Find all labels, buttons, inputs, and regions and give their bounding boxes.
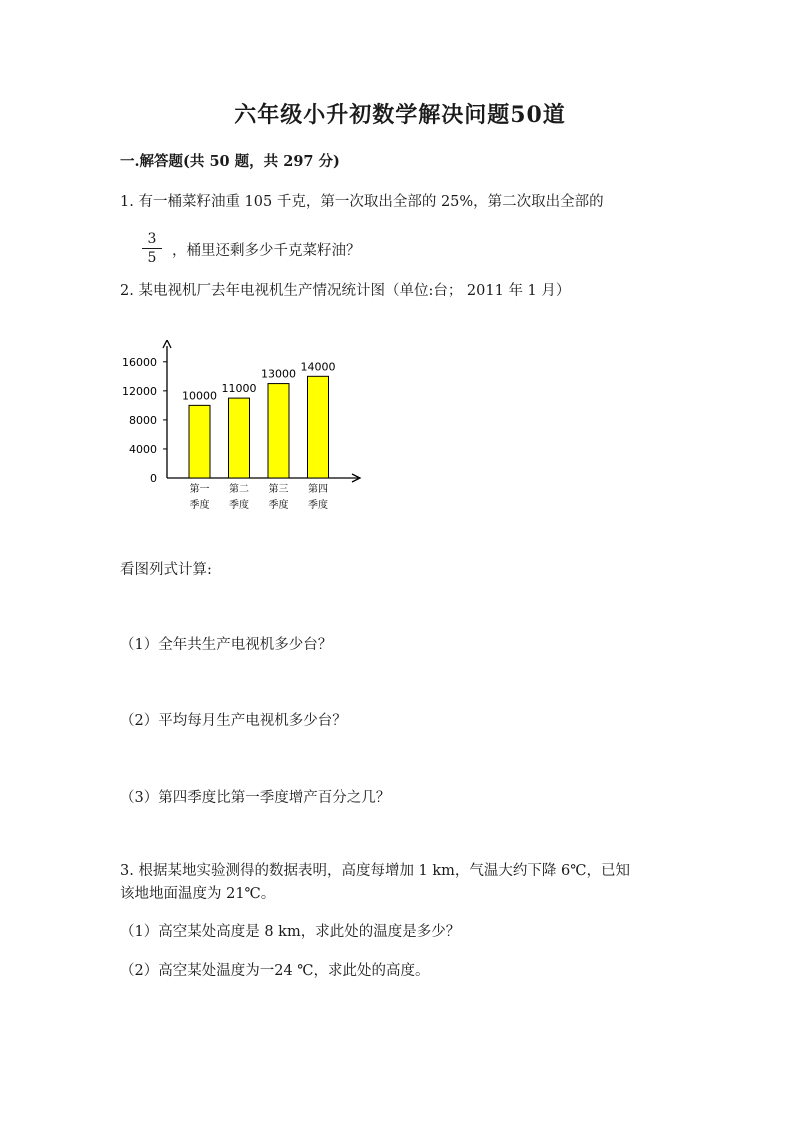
question-2-sub-3: （3）第四季度比第一季度增产百分之几？ bbox=[120, 790, 391, 806]
category-label-line-1: 第四 bbox=[308, 484, 328, 495]
question-1-continuation: ，桶里还剩多少千克菜籽油？ bbox=[172, 243, 361, 259]
y-tick-label: 12000 bbox=[122, 384, 157, 398]
fraction-numerator: 3 bbox=[147, 231, 157, 247]
bar bbox=[229, 398, 250, 478]
category-label-line-1: 第三 bbox=[268, 484, 289, 495]
bar bbox=[189, 405, 210, 478]
section-header: 一.解答题(共 50 题，共 297 分) bbox=[120, 153, 340, 170]
fraction-bar bbox=[142, 248, 162, 249]
category-label-line-2: 季度 bbox=[189, 500, 210, 511]
y-tick-label: 0 bbox=[150, 472, 157, 485]
bar-chart-svg bbox=[110, 340, 370, 520]
category-label-line-1: 第二 bbox=[229, 484, 249, 495]
question-2-sub-2: （2）平均每月生产电视机多少台？ bbox=[120, 713, 347, 729]
y-tick-label: 4000 bbox=[129, 442, 157, 456]
category-label-line-2: 季度 bbox=[308, 500, 328, 511]
question-2-sub-1: （1）全年共生产电视机多少台？ bbox=[120, 637, 333, 653]
data-label: 11000 bbox=[221, 382, 257, 396]
bar bbox=[268, 384, 289, 478]
document-title: 六年级小升初数学解决问题50道 bbox=[234, 102, 566, 128]
category-label-line-2: 季度 bbox=[268, 500, 289, 511]
question-3-sub-1: （1）高空某处高度是 8 km，求此处的温度是多少？ bbox=[120, 924, 461, 940]
data-label: 13000 bbox=[261, 367, 296, 381]
y-tick-label: 8000 bbox=[129, 413, 157, 427]
question-2-prompt: 看图列式计算: bbox=[120, 562, 212, 578]
question-2-text: 2. 某电视机厂去年电视机生产情况统计图（单位:台； 2011 年 1 月） bbox=[120, 283, 571, 299]
bar bbox=[308, 376, 329, 478]
question-3-sub-2: （2）高空某处温度为一24 ℃，求此处的高度。 bbox=[120, 963, 430, 979]
question-3-continuation: 该地地面温度为 21℃。 bbox=[120, 886, 276, 902]
data-label: 10000 bbox=[182, 389, 217, 403]
question-1-text: 1. 有一桶菜籽油重 105 千克，第一次取出全部的 25%，第二次取出全部的 bbox=[120, 194, 604, 210]
category-label-line-1: 第一 bbox=[189, 484, 210, 495]
fraction-denominator: 5 bbox=[147, 250, 157, 266]
question-3-text: 3. 根据某地实验测得的数据表明，高度每增加 1 km，气温大约下降 6℃，已知 bbox=[120, 863, 630, 879]
tv-production-chart bbox=[110, 340, 370, 524]
data-label: 14000 bbox=[300, 360, 336, 374]
y-tick-label: 16000 bbox=[122, 355, 157, 369]
category-label-line-2: 季度 bbox=[229, 500, 249, 511]
fraction-three-fifths bbox=[142, 232, 162, 266]
